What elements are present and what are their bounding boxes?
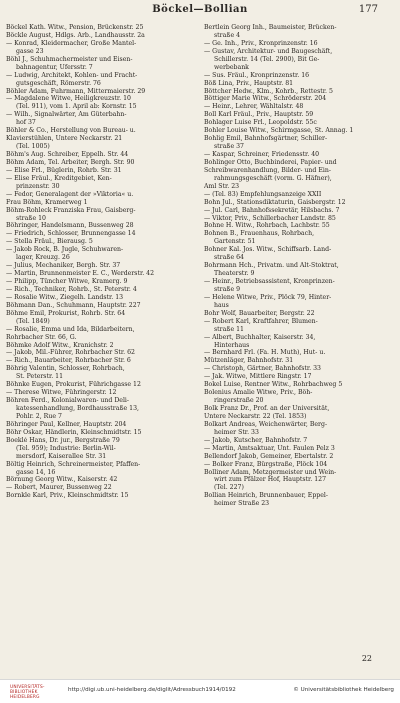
sheet-number: 22 <box>361 654 372 663</box>
directory-entry-line: mersdorf, Kaiserallee Str. 31 <box>16 452 107 460</box>
directory-entry-line: Böhme Emil, Prokurist, Rohrb. Str. 64 <box>6 309 126 317</box>
directory-entry-line: — Jakob, Mil.-Führer, Rohrbacher Str. 62 <box>6 349 135 357</box>
directory-entry-line: straße 64 <box>214 254 244 262</box>
directory-entry-line: — Jak. Witwe, Mittlere Ringstr. 17 <box>204 373 312 381</box>
directory-entry-line: Böhrig Valentin, Schlosser, Rohrbach, <box>6 365 125 373</box>
directory-entry-line: Böhm-Rohleck Franziska Frau, Gaisberg- <box>6 206 136 214</box>
directory-entry-line: Böttcher Hedw., Klm., Kohrb., Rettestr. 5 <box>204 87 333 95</box>
directory-entry-line: — Ge. Inh., Priv., Kronprinzenstr. 16 <box>204 39 318 47</box>
directory-entry-line: lager, Kreuzg. 26 <box>16 254 70 262</box>
directory-entry-line: straße 4 <box>214 31 241 39</box>
directory-entry-line: Theaterstr. 9 <box>214 270 255 278</box>
directory-entry-line: Bolk Franz Dr., Prof. an der Universität, <box>204 405 330 412</box>
permalink[interactable]: http://digi.ub.uni-heidelberg.de/diglit/Adressbuch1914/0192 <box>68 687 236 693</box>
directory-entry-line: hof 37 <box>16 119 36 127</box>
directory-entry-line: Böhnke Eugen, Prokurist, Führichgasse 12 <box>6 381 141 389</box>
directory-entry-line: — Heinr., Lehrer, Wähltalstr. 48 <box>204 103 304 111</box>
directory-entry-line: (Tel. 959); Industrie: Berlin-Wil- <box>16 444 116 452</box>
directory-entry-line: Bohn Jul., Stationsdiktaturin, Gaisbergstr. 12 <box>204 198 346 206</box>
directory-entry-line: Bollian Heinrich, Brunnenbauer, Eppel- <box>204 492 328 500</box>
directory-entry-line: Bohlager Luise Frl., Leopoldstr. 55c <box>204 119 317 127</box>
directory-entry-line: straße 37 <box>214 143 244 151</box>
page-header <box>0 0 400 22</box>
directory-entry-line: Böß Lina, Priv., Hauptstr. 81 <box>204 79 294 87</box>
directory-entry-line: gutsgeschäft, Römerstr. 76 <box>16 79 101 87</box>
directory-entry-line: — Wilh., Signalwärter, Am Güterbahn- <box>6 111 127 119</box>
directory-entry-line: St. Peterstr. 11 <box>16 373 64 381</box>
directory-entry-line: Schillerstr. 14 (Tel. 2900), Bit Ge- <box>214 55 320 63</box>
directory-entry-line: Bellendorf Jakob, Gemeiner, Ebertalstr. 2 <box>204 452 334 460</box>
directory-entry-line: Untere Neckarstr. 22 (Tel. 1853) <box>204 412 307 420</box>
directory-entry-line: Bohler Louise Witw., Schirmgasse, St. Annag. 1 <box>204 127 354 135</box>
directory-entry-line: — Magdalene Witwe, Heiligkreuzstr. 10 <box>6 95 131 103</box>
directory-entry-line: Bohnen B., Frauenhaus, Rohrbach, <box>204 230 315 238</box>
directory-entry-line: — Helene Witwe, Priv., Plöck 79, Hinter- <box>204 293 332 301</box>
directory-entry-line: Böhl J., Schuhmachermeister und Eisen- <box>6 55 133 63</box>
directory-entry-line: — Jakob, Kutscher, Bahnhofstr. 7 <box>204 436 308 444</box>
directory-entry-line: Böhren Ferd., Kolonialwaren- und Deli- <box>6 397 129 405</box>
directory-entry-line: Bohrmann Hch., Privatm. und Alt-Stoktrat, <box>204 262 339 270</box>
directory-entry-line: heimer Straße 23 <box>214 500 270 508</box>
directory-entry-line: Boll Karl Fräul., Priv., Hauptstr. 59 <box>204 111 314 119</box>
directory-entry-line: — Kaspar, Schreiner, Friedensstr. 40 <box>204 151 320 158</box>
directory-entry-line: Böckle August, Hdlgs. Arb., Landhausstr. 2a <box>6 31 145 39</box>
directory-entry-line: Bornkle Karl, Priv., Kleinschmidtstr. 15 <box>6 492 129 500</box>
directory-entry-line: — Bolker Franz, Bürgstraße, Plöck 104 <box>204 460 328 468</box>
directory-entry-line: Bohner Kal. Jos. Witw., Schiffsarb. Land- <box>204 246 332 254</box>
directory-entry-line: Bertlein Georg Inh., Baumeister, Brücken- <box>204 24 337 31</box>
directory-entry-line: straße 10 <box>16 214 46 222</box>
directory-entry-line: Bolenius Amalie Witwe, Priv., Böh- <box>204 389 313 397</box>
directory-entry-line: Frau Böhm, Kramerweg 1 <box>6 198 88 206</box>
library-logo[interactable] <box>4 682 44 701</box>
directory-entry-line: bahnagentur, Ufersstr. 7 <box>16 63 93 71</box>
directory-entry-line: (Tel. 1005) <box>16 143 50 151</box>
directory-entry-line: Bolkart Andreas, Weichenwärter, Berg- <box>204 420 328 428</box>
directory-entry-line: haus <box>214 301 229 309</box>
directory-entry-line: — Viktor, Priv., Schillerbacher Landstr. 85 <box>204 214 336 222</box>
directory-entry-line: Schreibwarenhandlung, Bilder- und Ein- <box>204 166 331 174</box>
directory-entry-line: Böltig Heinrich, Schreinermeister, Pfaffen- <box>6 460 141 468</box>
directory-entry-line: Böhmke Adolf Witw., Kranichstr. 2 <box>6 341 114 349</box>
directory-entry-line: Bohne H. Witw., Rohrbach, Lachbstr. 55 <box>204 222 330 230</box>
directory-entry-line: — Jul. Carl, Bahnhofssekretär, Hilsbachs. 7 <box>204 206 340 214</box>
directory-entry-line: straße 11 <box>214 325 244 333</box>
directory-entry-line: Mützenläger, Bahnhofstr. 31 <box>204 357 294 365</box>
directory-entry-line: (Tel. 911), vom 1. April ab: Kornstr. 15 <box>16 103 137 111</box>
directory-entry-line: — Jakob Rock, B. Jugle, Schuhwaren- <box>6 246 124 254</box>
directory-entry-line: Bohlig Emil, Bahnhofsgärtner, Schiller- <box>204 135 328 143</box>
directory-entry-line: Böhler Adam, Fuhrmann, Mittermaierstr. 29 <box>6 87 146 95</box>
directory-entry-line: Böhm's Aug. Schreiber, Eppelh. Str. 44 <box>6 151 129 158</box>
directory-entry-line: gasse 23 <box>16 47 44 55</box>
directory-entry-line: — Rosalie Witw., Ziegelh. Landstr. 13 <box>6 293 124 301</box>
directory-entry-line: Klavierstühlen, Untere Neckarstr. 21 <box>6 135 123 143</box>
directory-entry-line: — Konrad, Kleidermacher, Große Mantel- <box>6 39 137 47</box>
directory-entry-line: — Friedrich, Schlosser, Brunnengasse 14 <box>6 230 136 238</box>
directory-entry-line: Aml Str. 23 <box>204 182 240 190</box>
directory-entry-line: Böhr Oskar, Händlerin, Kleinschmidtstr. 15 <box>6 428 142 436</box>
directory-entry-line: rahmungsgeschäft (vorm. G. Häfner), <box>214 174 332 182</box>
running-head-title: Böckel—Bollian <box>152 4 248 15</box>
directory-entry-line: gasse 14, 16 <box>16 468 56 476</box>
directory-entry-line: Böckel Kath. Witw., Pension, Brückenstr. 25 <box>6 24 144 31</box>
directory-entry-line: Boeklé Hans, Dr. jur., Bergstraße 79 <box>6 436 120 444</box>
directory-entry-line: Gartenstr. 51 <box>214 238 256 246</box>
directory-entry-line: — Elise Fräul., Kreditgebiet, Ken- <box>6 174 112 182</box>
directory-entry-line: Pohlr. 2, Rue 7 <box>16 412 62 420</box>
copyright-notice: © Universitätsbibliothek Heidelberg <box>293 687 394 693</box>
directory-entry-line: — Albert, Buchhalter, Kaiserstr. 34, <box>204 333 316 341</box>
directory-entry-line: Rohrbacher Str. 66, G. <box>6 333 77 341</box>
directory-entry-line: — Christoph, Gärtner, Bahnhofstr. 33 <box>204 365 321 373</box>
directory-entry-line: — Rich., Bauarbeiter, Rohrbacher Str. 6 <box>6 357 131 365</box>
directory-entry-line: — Martin, Brunnenmeister E. C., Werderstr. 42 <box>6 270 155 278</box>
directory-entry-line: — Fedor, Generalagent der »Viktoria« u. <box>6 190 134 198</box>
page-number: 177 <box>358 4 378 15</box>
directory-entry-line: Böhler & Co., Herstellung von Bureau- u. <box>6 127 136 135</box>
directory-entry-line: Bolliner Adam, Metzgermeister und Wein- <box>204 468 337 476</box>
directory-entry-line: — Rich., Techniker, Rohrb., St. Peterstr. 4 <box>6 285 137 293</box>
directory-entry-line: — Bernhard Frl. (Fa. H. Muth), Hut- u. <box>204 349 326 357</box>
directory-entry-line: heimer Str. 33 <box>214 428 259 436</box>
directory-entry-line: — Robert Karl, Kraftfahrer, Blumen- <box>204 317 318 325</box>
directory-entry-line: — Robert, Maurer, Bussenweg 22 <box>6 484 112 492</box>
library-logo-text: UNIVERSITÄTS- BIBLIOTHEK HEIDELBERG <box>10 685 45 700</box>
directory-entry-line: Bohlinger Otto, Buchbinderei, Papier- und <box>204 158 337 166</box>
directory-entry-line: — Sus. Fräul., Kronprinzenstr. 16 <box>204 71 310 79</box>
directory-entry-line: Böhringer Paul, Kellner, Hauptstr. 204 <box>6 420 127 428</box>
right-column <box>204 24 394 508</box>
directory-entry-line: — Philipp, Tüncher Witwe, Kramerg. 9 <box>6 278 128 285</box>
directory-entry-line: wirt zum Pfälzer Hof, Hauptstr. 127 <box>214 476 327 484</box>
directory-entry-line: — (Tel. 83) Empfehlungsanzeige XXII <box>204 190 322 198</box>
directory-entry-line: Hinterhaus <box>214 341 250 349</box>
directory-entry-line: Böhringer, Handelsmann, Bussenweg 28 <box>6 222 134 230</box>
directory-entry-line: (Tel. 1849) <box>16 317 50 325</box>
directory-entry-line: Börnung Georg Witw., Kaiserstr. 42 <box>6 476 118 484</box>
directory-entry-line: Böhmann Dan., Schuhmann, Hauptstr. 227 <box>6 301 141 309</box>
directory-entry-line: — Stella Fräul., Bierausg. 5 <box>6 238 93 246</box>
directory-entry-line: ringerstraße 20 <box>214 397 264 405</box>
directory-entry-line: (Tel. 227) <box>214 484 244 492</box>
directory-entry-line: — Gustav, Architektur- und Baugeschäft, <box>204 47 333 55</box>
directory-entry-line: — Ludwig, Architekt, Kohlen- und Fracht- <box>6 71 138 79</box>
directory-entry-line: — Julius, Mechaniker, Bergh. Str. 37 <box>6 262 121 270</box>
directory-entry-line: Bokel Luise, Rentner Witw., Rohrbachweg 5 <box>204 381 343 389</box>
directory-entry-line: — Therese Witwe, Führingerstr. 12 <box>6 389 117 397</box>
left-column <box>6 24 196 500</box>
directory-entry-line: Böttiger Marie Witw., Schröderstr. 204 <box>204 95 327 103</box>
directory-entry-line: — Heinr., Betriebsassistent, Kronprinzen- <box>204 278 335 285</box>
directory-entry-line: — Martin, Amtsaktuar, Unt. Faulen Pelz 3 <box>204 444 335 452</box>
directory-entry-line: straße 9 <box>214 285 241 293</box>
directory-entry-line: Böhm Adam, Tel. Arbeiter, Bergh. Str. 90 <box>6 158 135 166</box>
directory-entry-line: — Rosalie, Emma und Ida, Bildarbeitern, <box>6 325 135 333</box>
directory-entry-line: — Elise Frl., Büglerin, Rohrb. Str. 31 <box>6 166 122 174</box>
viewer-footer <box>0 679 400 703</box>
directory-entry-line: werbebank <box>214 63 249 71</box>
directory-entry-line: katessenhandlung, Bordhausstraße 13, <box>16 405 139 412</box>
directory-entry-line: Bohr Wolf, Bauarbeiter, Bergstr. 22 <box>204 309 315 317</box>
directory-entry-line: prinzenstr. 30 <box>16 182 60 190</box>
